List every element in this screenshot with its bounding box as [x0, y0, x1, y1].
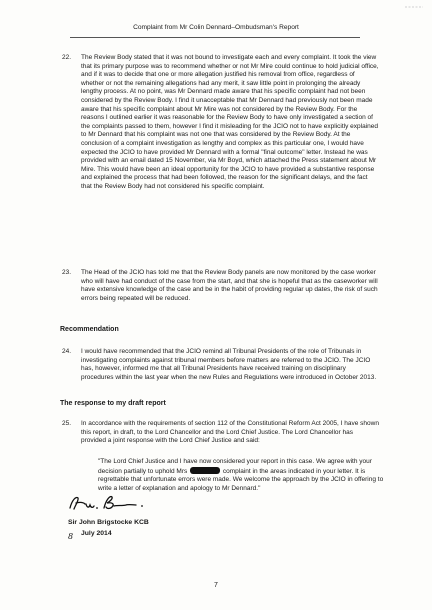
paragraph-22: The Review Body stated that it was not bound to investigate each and every complaint. It took the view that its primary purpose was to recommend whether or not Mr Mire could continue to hold judicial office, and if it was to decide that one or more allegation justified his removal from office, regardless of whether or not the remaining allegations had any merit, it saw little point in prolonging the already lengthy process. At no point, was Mr Dennard made aware that his specific complaint had not been considered by the Review Body. I find it unacceptable that Mr Dennard had previously not been made aware that his specific complaint about Mr Mire was not considered by the Review Body. For the reasons I outlined earlier it was reasonable for the Review Body to have only investigated a section of the complaints passed to them, however I find it misleading for the JCIO not to have explicitly explained to Mr Dennard that his complaint was not one that was considered by the Review Body. At the conclusion of a complaint investigation as lengthy and complex as this particular one, I would have expected the JCIO to have provided Mr Dennard with a formal "final outcome" letter. Instead he was provided with an email dated 15 November, via Mr Boyd, which attached the Press statement about Mr Mire. This would have been an ideal opportunity for the JCIO to have provided a substantive response and explained the process that had been followed, the reason for the significant delays, and the fact that the Review Body had not considered his specific complaint.: [81, 54, 379, 190]
quote-text-before: "The Lord Chief Justice and I have now considered your report in this case. We agree with your decision partially to uphold Mrs: [98, 458, 372, 475]
paragraph-number: 24.: [62, 348, 72, 355]
signature-date: July 2014: [81, 530, 112, 537]
quote-text-after: complaint in the areas indicated in your letter. It is regrettable that unfortunate errors were made. We welcome the approach by the JCIO in offering to write a letter of explanation and apology to Mr Dennard.": [98, 467, 384, 492]
paragraph-number: 23.: [62, 269, 72, 276]
recommendation-heading: Recommendation: [60, 326, 119, 333]
paragraph-number: 22.: [62, 54, 72, 61]
page-number: 7: [214, 582, 218, 589]
scan-mark: [404, 4, 424, 10]
header-rule: [70, 37, 360, 38]
paragraph-23: The Head of the JCIO has told me that the Review Body panels are now monitored by the case worker who will have had conduct of the case from the start, and that she is hopeful that as the caseworker will have extensive knowledge of the case and be in the habit of providing regular up dates, the risk of such errors being repeated will be reduced.: [81, 269, 378, 302]
report-header: Complaint from Mr Colin Dennard–Ombudsman's Report: [133, 24, 299, 31]
paragraph-24: I would have recommended that the JCIO remind all Tribunal Presidents of the role of Tribunals in investigating complaints against tribunal members before matters are referred to the JCIO. The JCIO has, however, informed me that all Tribunal Presidents have received training on disciplinary procedures within the last year when the new Rules and Regulations were introduced in October 2013.: [81, 348, 377, 381]
paragraph-25: In accordance with the requirements of section 112 of the Constitutional Reform Act 2005, I have shown this report, in draft, to the Lord Chancellor and the Lord Chief Justice. The Lord Chancellor has provided a joint response with the Lord Chief Justice and said:: [81, 420, 379, 445]
response-heading: The response to my draft report: [60, 400, 166, 407]
lord-chancellor-quote: [98, 458, 390, 493]
handwritten-signature: [66, 490, 156, 514]
signatory-name: Sir John Brigstocke KCB: [68, 519, 149, 526]
handwritten-day: 8: [68, 532, 74, 541]
paragraph-number: 25.: [62, 420, 72, 427]
redaction-mark: [190, 467, 220, 474]
